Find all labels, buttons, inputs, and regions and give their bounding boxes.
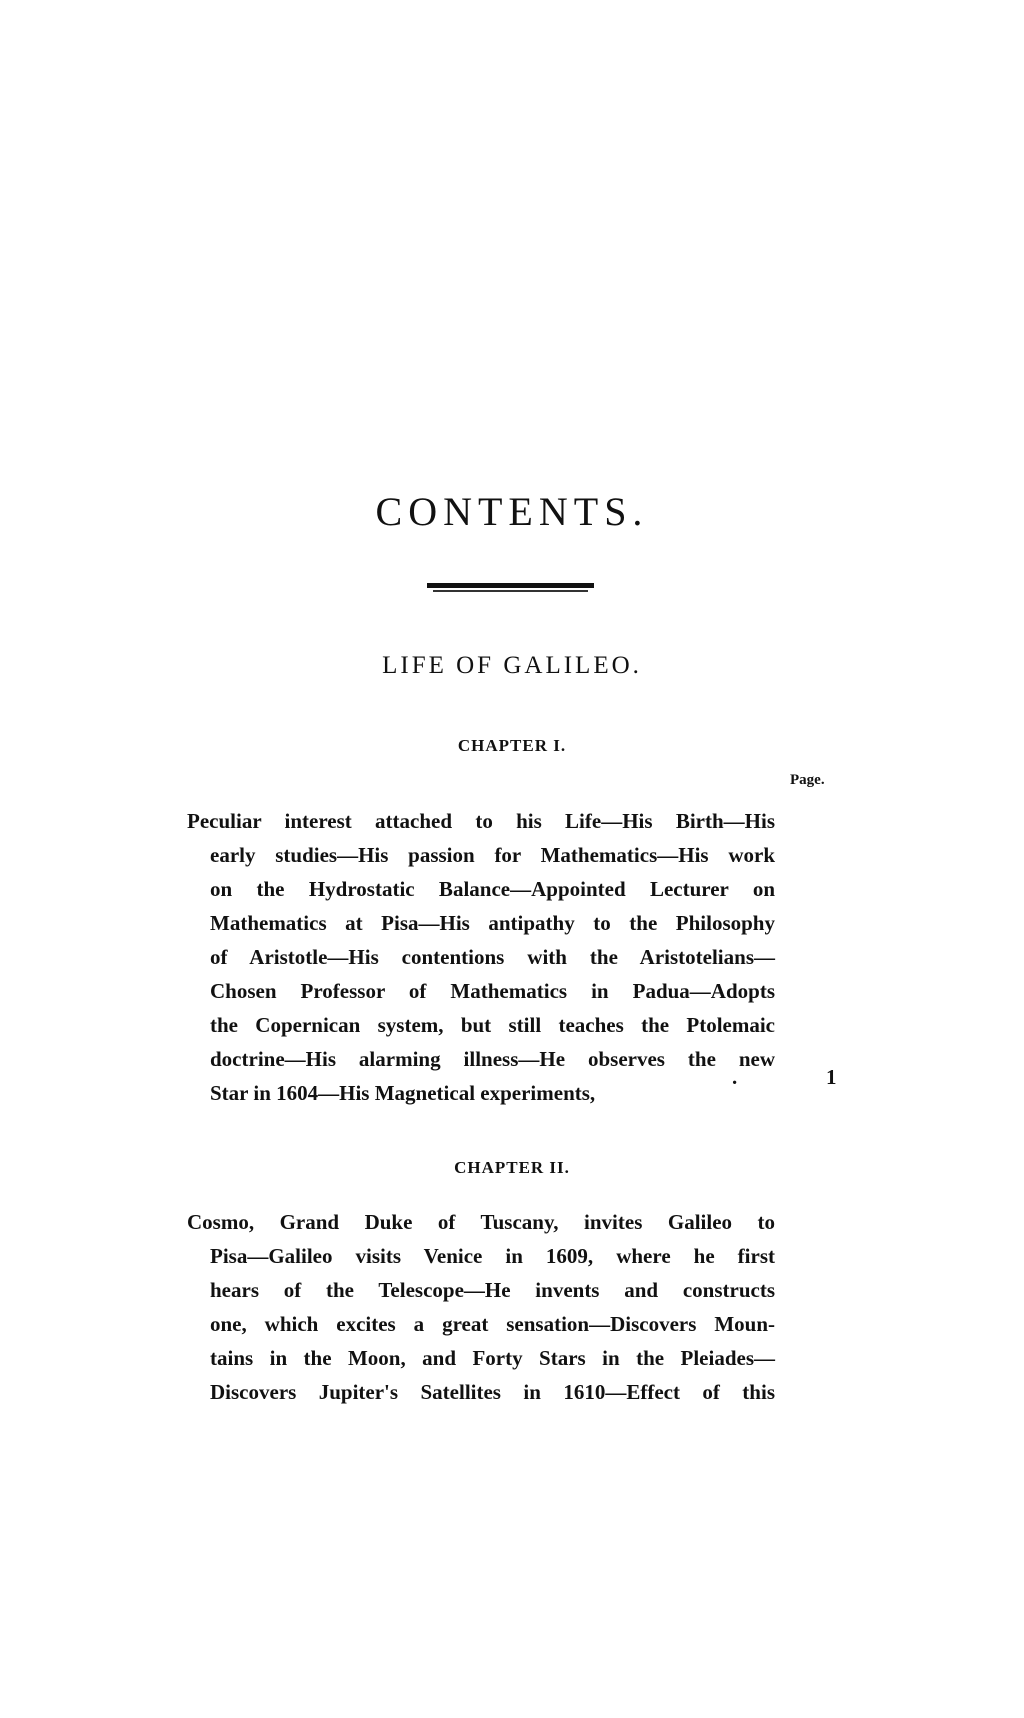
- summary-line: hears of the Telescope—He invents and constructs: [210, 1278, 775, 1302]
- summary-line: on the Hydrostatic Balance—Appointed Lecturer on: [210, 877, 775, 901]
- chapter-2-heading: CHAPTER II.: [454, 1158, 570, 1177]
- page-title: CONTENTS.: [375, 489, 649, 534]
- page-column-label: Page.: [790, 772, 825, 788]
- summary-line: doctrine—His alarming illness—He observes the new: [210, 1047, 775, 1071]
- chapter-2-summary: [187, 1205, 787, 1409]
- summary-line: one, which excites a great sensation—Discovers Moun-: [210, 1312, 775, 1336]
- summary-line: Discovers Jupiter's Satellites in 1610—Effect of this: [210, 1380, 775, 1404]
- chapter-1-heading: CHAPTER I.: [457, 736, 567, 755]
- title-rule-thin: [433, 590, 588, 592]
- summary-line: the Copernican system, but still teaches the Ptolemaic: [210, 1013, 775, 1037]
- summary-line: early studies—His passion for Mathematics—His work: [210, 843, 775, 867]
- title-rule: [427, 583, 594, 593]
- summary-line: Pisa—Galileo visits Venice in 1609, where he first: [210, 1244, 775, 1268]
- summary-line: of Aristotle—His contentions with the Aristotelians—: [210, 945, 775, 969]
- title-rule-thick: [427, 583, 594, 588]
- summary-line: Cosmo, Grand Duke of Tuscany, invites Galileo to: [187, 1210, 775, 1234]
- summary-line: Mathematics at Pisa—His antipathy to the Philosophy: [210, 911, 775, 935]
- chapter-1-leader: .: [732, 1065, 738, 1089]
- summary-line: Star in 1604—His Magnetical experiments,: [210, 1081, 596, 1105]
- chapter-1-summary: [187, 804, 787, 1110]
- summary-line: Chosen Professor of Mathematics in Padua—Adopts: [210, 979, 775, 1003]
- summary-line: tains in the Moon, and Forty Stars in the Pleiades—: [210, 1346, 775, 1370]
- section-title: LIFE OF GALILEO.: [382, 652, 642, 679]
- chapter-1-page-number: 1: [826, 1065, 837, 1089]
- summary-line: Peculiar interest attached to his Life—His Birth—His: [187, 809, 775, 833]
